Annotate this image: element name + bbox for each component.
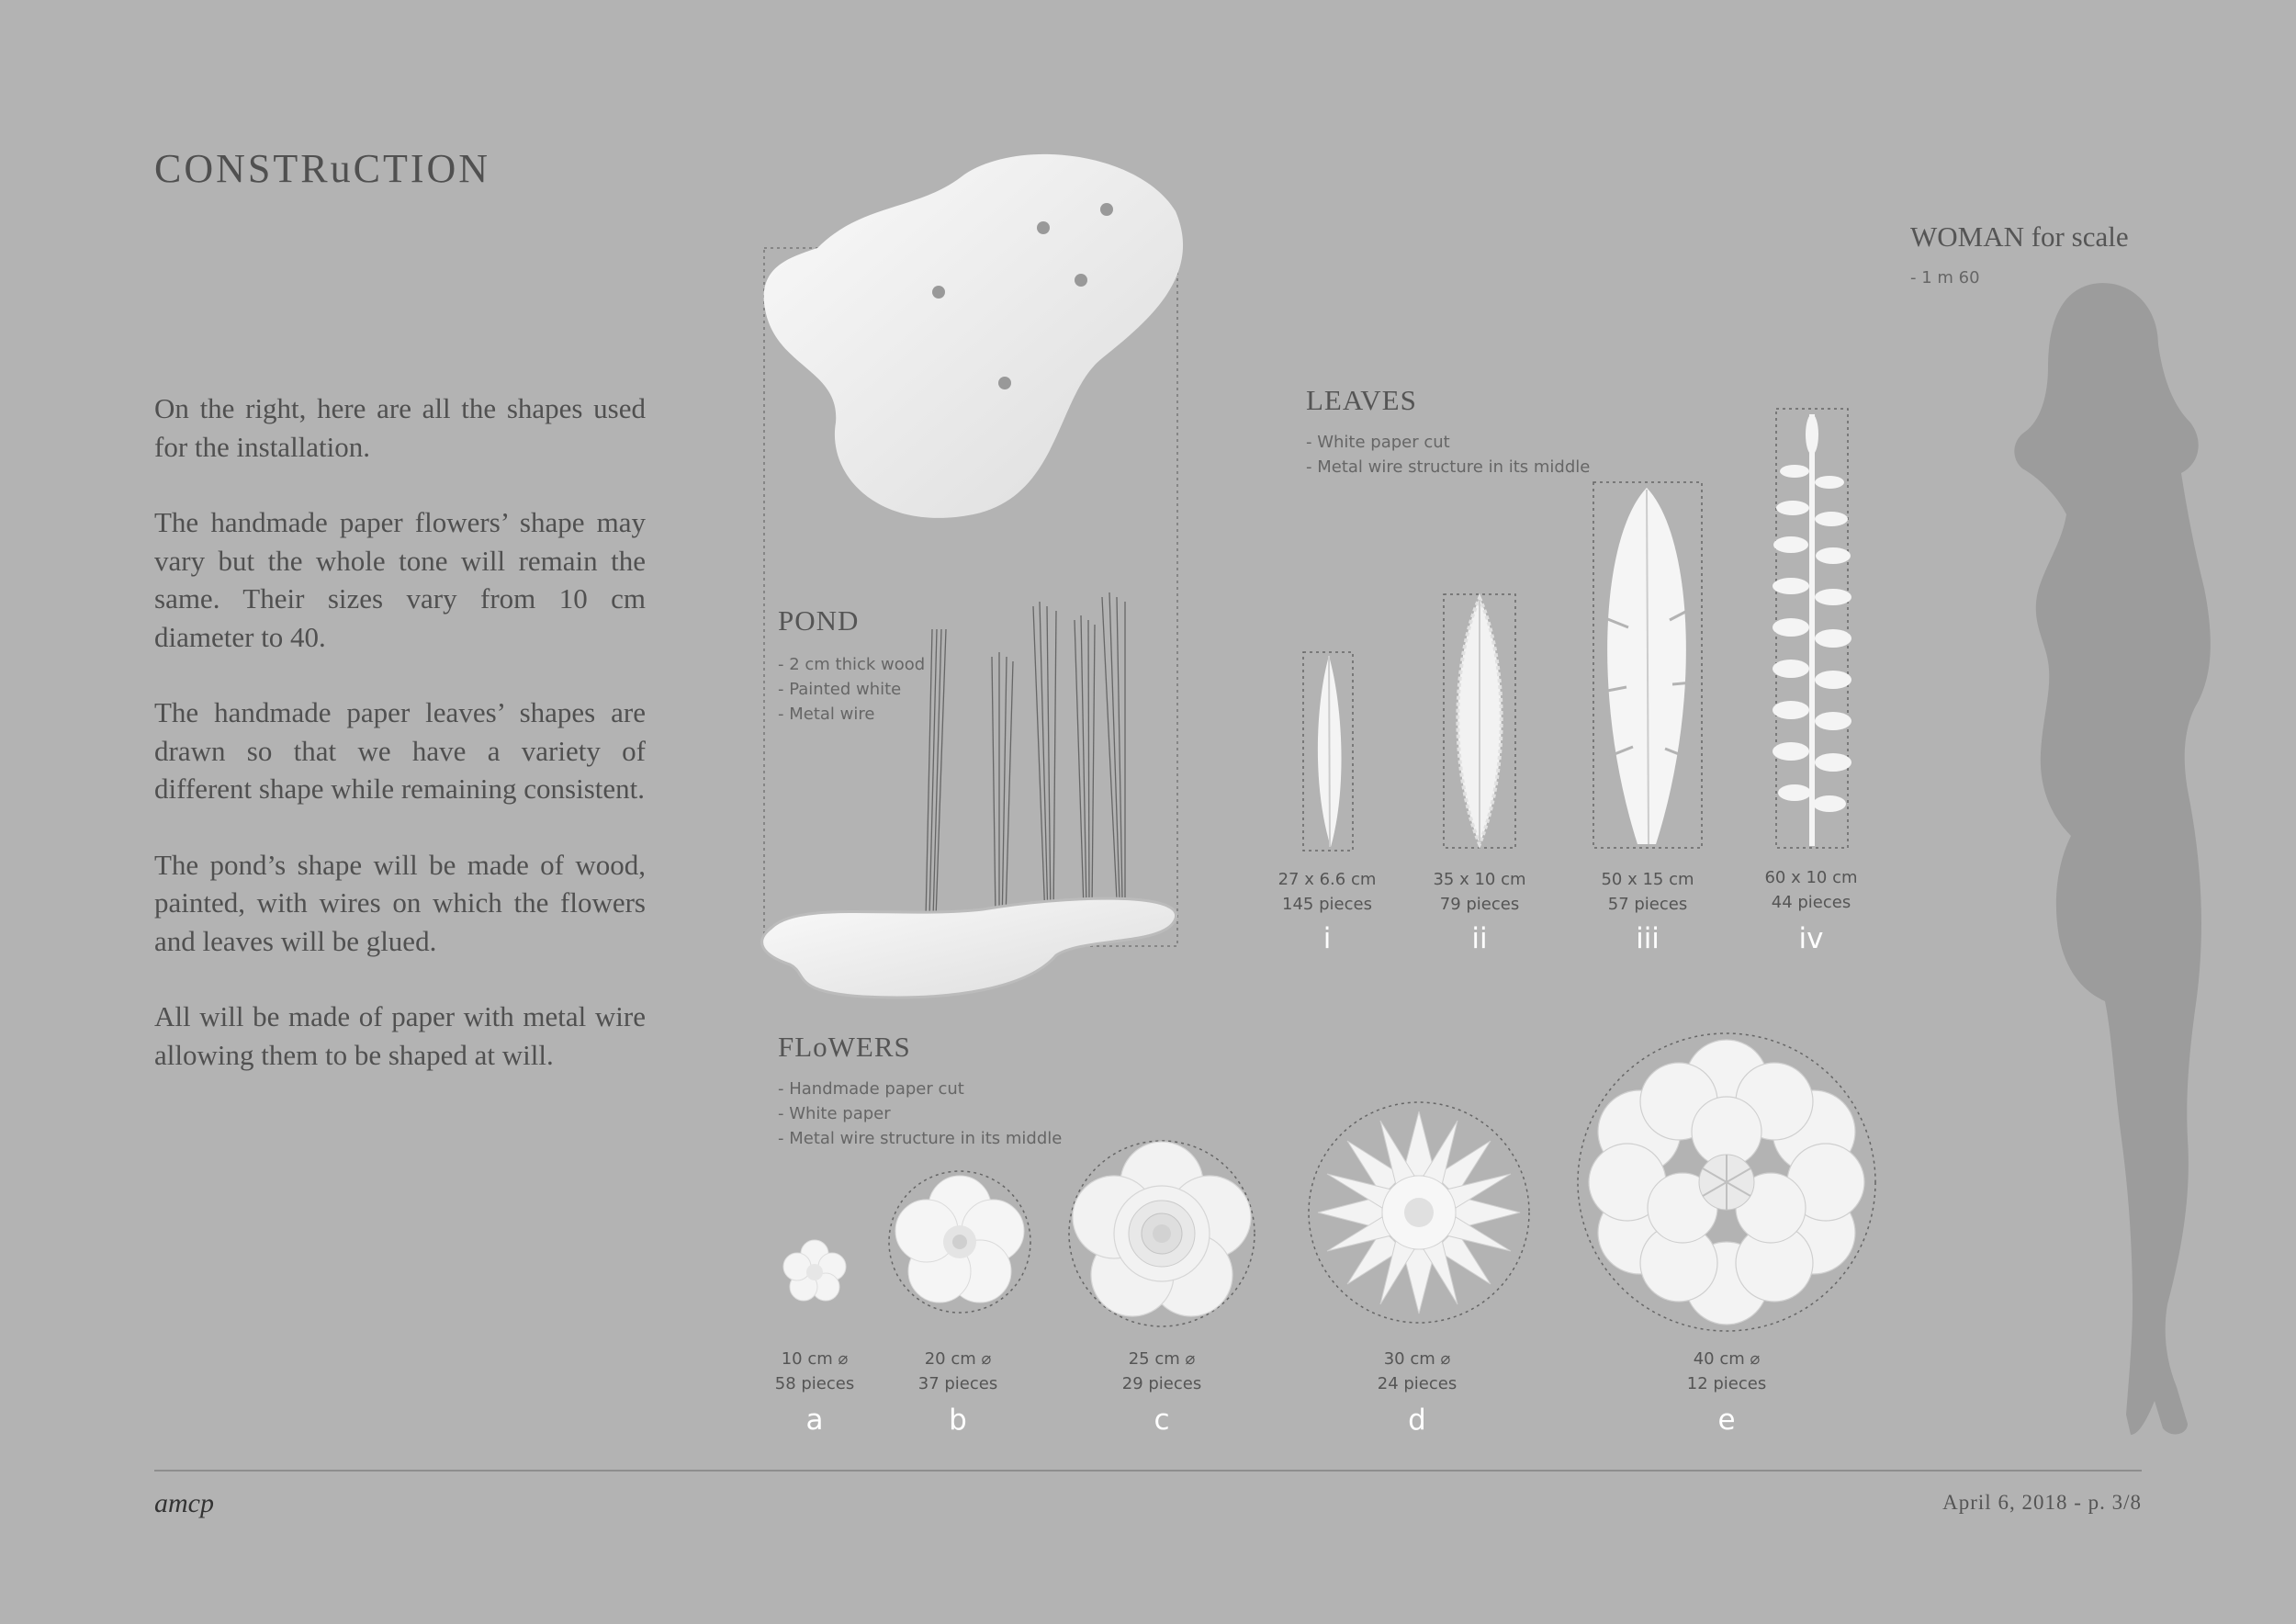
- leaf-caption: [1249, 867, 1405, 917]
- leaf-size: 60 x 10 cm: [1764, 868, 1858, 887]
- woman-note: - 1 m 60: [1910, 268, 1980, 288]
- woman-silhouette-icon: [1975, 276, 2223, 1451]
- flower-label: a: [805, 1404, 824, 1437]
- flower-caption: [1339, 1347, 1495, 1396]
- flowers-bullet: - Handmade paper cut: [778, 1077, 1062, 1101]
- leaves-bullets: [1306, 430, 1590, 479]
- flower-count: 24 pieces: [1377, 1374, 1458, 1393]
- intro-paragraph: The pond’s shape will be made of wood, painted, with wires on which the flowers and leaves will be glued.: [154, 848, 646, 957]
- flowers-bullets: [778, 1077, 1062, 1151]
- leaves-title: LEAVES: [1306, 384, 1417, 416]
- intro-paragraph: The handmade paper flowers’ shape may vary but the whole tone will remain the same. Their sizes vary from 10 cm diameter to 40.: [154, 506, 646, 653]
- intro-paragraph: On the right, here are all the shapes used for the installation.: [154, 392, 646, 463]
- amcp-logo: amcp: [154, 1488, 214, 1518]
- footer-divider: [154, 1470, 2142, 1472]
- flowers-bullet: - White paper: [778, 1101, 1062, 1126]
- leaf-size: 50 x 15 cm: [1601, 870, 1694, 889]
- flower-count: 37 pieces: [917, 1374, 998, 1393]
- leaves-bullet: - White paper cut: [1306, 430, 1590, 455]
- woman-title: WOMAN for scale: [1910, 220, 2129, 253]
- leaf-iv-illustration: [1774, 407, 1850, 850]
- leaf-caption: [1401, 867, 1558, 917]
- flower-label: b: [949, 1404, 967, 1437]
- flower-size: 25 cm ⌀: [1128, 1349, 1196, 1369]
- pond-title: POND: [778, 604, 860, 637]
- pond-bullet: - Metal wire: [778, 702, 925, 727]
- flower-c-illustration: [1065, 1137, 1258, 1330]
- pond-bullet: - 2 cm thick wood: [778, 652, 925, 677]
- intro-paragraph: All will be made of paper with metal wire allowing them to be shaped at will.: [154, 1000, 646, 1071]
- leaf-count: 145 pieces: [1282, 895, 1372, 914]
- flower-caption: [1084, 1347, 1240, 1396]
- leaves-bullet: - Metal wire structure in its middle: [1306, 455, 1590, 479]
- leaf-count: 79 pieces: [1439, 895, 1520, 914]
- flower-caption: [880, 1347, 1036, 1396]
- leaf-size: 27 x 6.6 cm: [1277, 870, 1377, 889]
- flower-label: c: [1154, 1404, 1170, 1437]
- leaf-count: 57 pieces: [1607, 895, 1688, 914]
- flower-caption: [737, 1347, 893, 1396]
- flower-count: 29 pieces: [1121, 1374, 1202, 1393]
- flower-d-illustration: [1304, 1098, 1534, 1327]
- flower-label: d: [1408, 1404, 1426, 1437]
- flower-size: 40 cm ⌀: [1693, 1349, 1761, 1369]
- leaf-label: iii: [1636, 922, 1660, 955]
- flower-caption: [1649, 1347, 1805, 1396]
- pond-bullets: [778, 652, 925, 727]
- leaf-caption: [1733, 865, 1889, 915]
- leaf-size: 35 x 10 cm: [1433, 870, 1526, 889]
- flower-b-illustration: [886, 1168, 1033, 1315]
- footer-date-page: April 6, 2018 - p. 3/8: [1942, 1491, 2142, 1514]
- intro-text: [154, 389, 646, 1111]
- leaf-label: i: [1322, 922, 1332, 955]
- flowers-title: FLoWERS: [778, 1031, 911, 1063]
- leaf-i-illustration: [1301, 650, 1356, 852]
- page-title: CONSTRuCTION: [154, 146, 491, 191]
- flower-e-illustration: [1575, 1031, 1878, 1334]
- flower-size: 10 cm ⌀: [781, 1349, 849, 1369]
- pond-illustration: [753, 147, 1185, 1020]
- leaf-caption: [1570, 867, 1726, 917]
- leaf-count: 44 pieces: [1771, 893, 1851, 912]
- flower-a-illustration: [778, 1235, 851, 1309]
- leaf-iii-illustration: [1592, 480, 1704, 850]
- leaf-ii-illustration: [1442, 592, 1517, 850]
- flower-count: 12 pieces: [1686, 1374, 1767, 1393]
- flower-size: 20 cm ⌀: [924, 1349, 992, 1369]
- leaf-label: ii: [1471, 922, 1488, 955]
- flower-label: e: [1717, 1404, 1736, 1437]
- flower-count: 58 pieces: [774, 1374, 855, 1393]
- intro-paragraph: The handmade paper leaves’ shapes are drawn so that we have a variety of different shape while remaining consistent.: [154, 696, 646, 805]
- leaf-label: iv: [1798, 922, 1824, 955]
- flowers-bullet: - Metal wire structure in its middle: [778, 1126, 1062, 1151]
- pond-bullet: - Painted white: [778, 677, 925, 702]
- flower-size: 30 cm ⌀: [1383, 1349, 1451, 1369]
